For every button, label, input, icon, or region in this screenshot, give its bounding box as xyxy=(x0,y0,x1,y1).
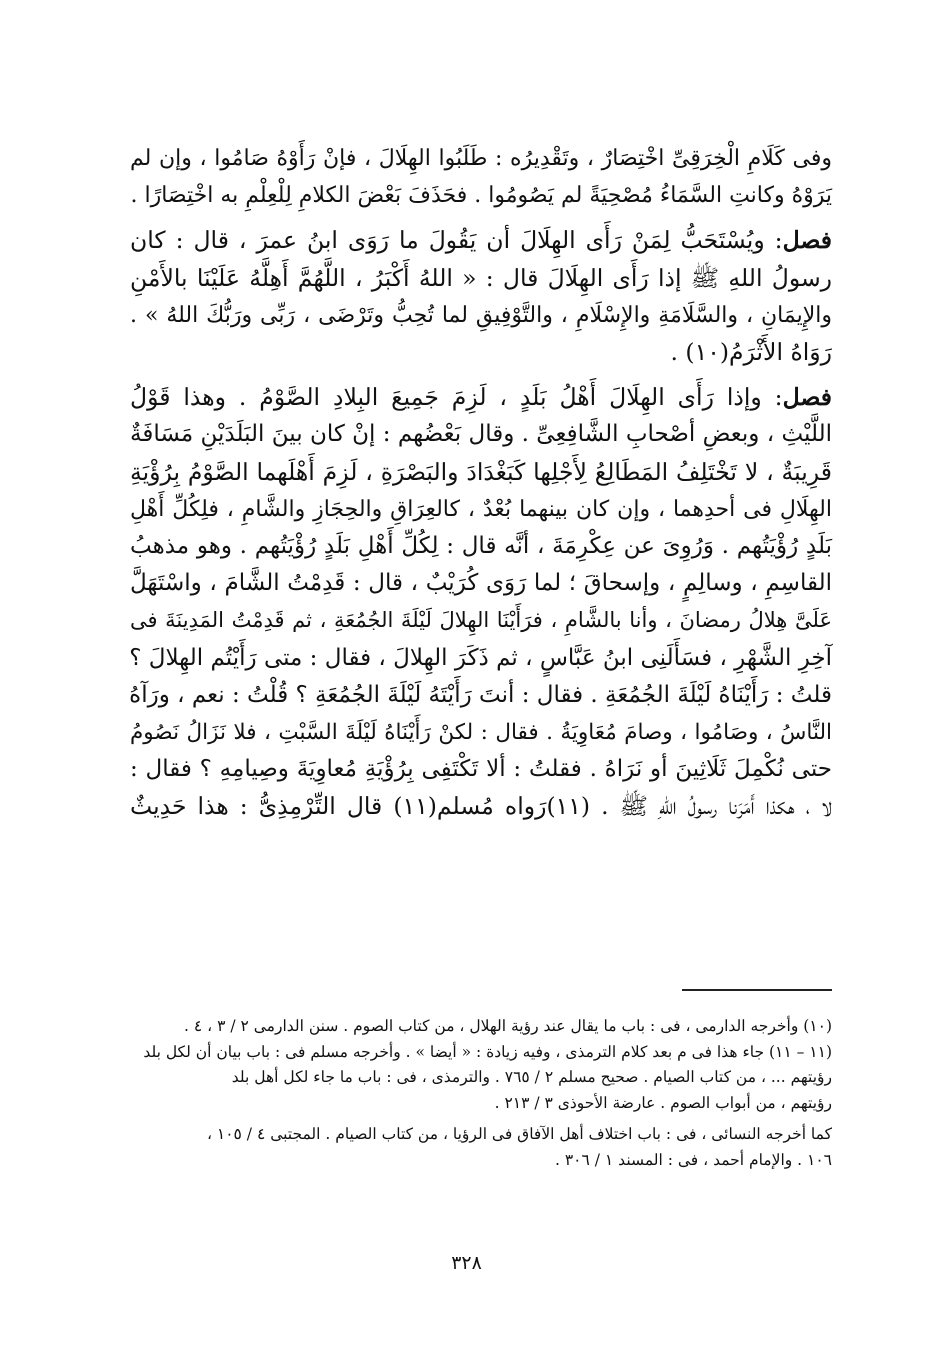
text-line: رسولُ اللهِ ﷺ إذا رَأَى الهِلَالَ قال : « اللهُ أَكْبَرُ ، اللَّهُمَّ أَهِلَّهُ عَلَيْنَا بالأَمْنِ xyxy=(130,263,832,292)
text-line: القاسِمِ ، وسالِمٍ ، وإسحاقَ ؛ لما رَوَى كُرَيْبٌ ، قال : قَدِمْتُ الشَّامَ ، واسْتَهَلَّ xyxy=(130,570,832,597)
section-label: فصل xyxy=(782,383,832,412)
text-line: عَلَىَّ هِلالُ رمضانَ ، وأنا بالشَّامِ ، فرَأَيْنَا الهِلالَ لَيْلَةَ الجُمُعَةِ ، ثم قَدِمْتُ المَدِينَةَ فى xyxy=(130,608,832,633)
footnote-line: (١٠) وأخرجه الدارمى ، فى : باب ما يقال عند رؤية الهلال ، من كتاب الصوم . سنن الدارمى ٢ / ٣ ، ٤ . xyxy=(184,1017,832,1035)
footnote-line: رؤيتهم ... ، من كتاب الصيام . صحيح مسلم ٢ / ٧٦٥ . والترمذى ، فى : باب ما جاء لكل أهل بلد xyxy=(231,1068,832,1086)
footnote-line: رؤيتهم ، من أبواب الصوم . عارضة الأحوذى ٣ / ٢١٣ . xyxy=(494,1093,832,1112)
paragraph-1 xyxy=(130,140,832,214)
text-line: قلتُ : رَأَيْنَاهُ لَيْلَةَ الجُمُعَةِ . فقال : أنتَ رَأَيْتَهُ لَيْلَةَ الجُمُعَةِ ؟ قُلْتُ : نعم ، ورَآهُ xyxy=(129,681,832,708)
main-text xyxy=(130,140,832,826)
text-line: النَّاسُ ، وصَامُوا ، وصامَ مُعَاوِيَةُ . فقال : لكنْ رَأَيْنَاهُ لَيْلَةَ السَّبْتِ ، فلا نَزَالُ نَصُومُ xyxy=(130,720,832,746)
footnote-separator xyxy=(682,989,832,991)
paragraph-3 xyxy=(130,379,832,825)
footnote-line: ١٠٦ . والإمام أحمد ، فى : المسند ١ / ٣٠٦ . xyxy=(555,1150,832,1169)
text-line-rest: : ويُسْتَحَبُّ لِمَنْ رَأَى الهِلَالَ أن يَقُولَ ما رَوَى ابنُ عمرَ ، قال : كان xyxy=(130,226,783,255)
footnote-line: كما أخرجه النسائى ، فى : باب اختلاف أهل الآفاق فى الرؤيا ، من كتاب الصيام . المجتبى ٤ / ١٠٥ ، xyxy=(206,1125,832,1143)
text-line: الهِلَالِ فى أحدِهما ، وإن كان بينهما بُعْدٌ ، كالعِرَاقِ والحِجَازِ والشَّامِ ، فلِكُلِّ أَهْلِ xyxy=(130,496,832,522)
text-line: لا ، هكذا أَمَرَنا رسولُ اللهِ ﷺ . (١١)رَواه مُسلم(١١) قال التِّرْمِذِىُّ : هذا حَدِيثٌ xyxy=(130,792,832,821)
text-line xyxy=(130,379,832,416)
text-line: وفى كَلَامِ الْخِرَقِىِّ اخْتِصَارٌ ، وتَقْدِيرُه : طَلَبُوا الهِلَالَ ، فإنْ رَأَوْهُ صَامُوا ، وإن لم xyxy=(130,146,832,171)
footnotes xyxy=(130,1014,832,1173)
section-label: فصل xyxy=(782,226,832,255)
text-line: يَرَوْهُ وكانتِ السَّمَاءُ مُصْحِيَةً لم يَصُومُوا . فحَذَفَ بَعْضَ الكلامِ لِلْعِلْمِ به اخْتِصَارًا . xyxy=(130,183,832,209)
text-line: بَلَدٍ رُؤْيَتُهم . وَرُوِىَ عن عِكْرِمَةَ ، أنَّه قال : لِكُلِّ أَهْلِ بَلَدٍ رُؤْيَتُهم . وهو مذهبُ xyxy=(130,533,832,560)
text-line xyxy=(130,222,832,259)
page-number: ٣٢٨ xyxy=(451,1252,482,1274)
text-line: رَوَاهُ الأَثْرَمُ(١٠) . xyxy=(670,338,832,367)
text-line: حتى نُكْمِلَ ثَلَاثِينَ أو نَرَاهُ . فقلتُ : ألا تَكْتَفِى بِرُؤْيَةِ مُعاوِيَةَ وصِيامِهِ ؟ فقال : xyxy=(130,756,832,783)
text-line: اللَّيْثِ ، وبعضِ أصْحابِ الشَّافِعِىِّ . وقال بَعْضُهم : إنْ كان بينَ البَلَدَيْنِ مَسَافَةٌ xyxy=(130,421,832,448)
text-line: آخِرِ الشَّهْرِ ، فسَأَلَنِى ابنُ عَبَّاسٍ ، ثم ذَكَرَ الهِلالَ ، فقال : متى رَأَيْتُم الهِلالَ ؟ xyxy=(129,644,832,671)
text-line-rest: : وإذا رَأَى الهِلَالَ أَهْلُ بَلَدٍ ، لَزِمَ جَمِيعَ البِلادِ الصَّوْمُ . وهذا قَوْلُ xyxy=(130,383,783,412)
footnote-line: (١١ – ١١) جاء هذا فى م بعد كلام الترمذى ، وفيه زيادة : « أيضا » . وأخرجه مسلم فى : باب بيان أن لكل بلد xyxy=(143,1042,832,1061)
text-line: قَرِيبَةٌ ، لا تَخْتَلِفُ المَطَالِعُ لِأَجْلِها كَبَغْدَادَ والبَصْرَةِ ، لَزِمَ أَهْلَهما الصَّوْمُ بِرُؤْيَةِ xyxy=(130,457,832,486)
text-line: والإِيمَانِ ، والسَّلَامَةِ والإِسْلَامِ ، والتَّوْفِيقِ لما تُحِبُّ وتَرْضَى ، رَبِّى ورَبُّكَ اللهُ » . xyxy=(130,302,832,328)
paragraph-2 xyxy=(130,222,832,371)
